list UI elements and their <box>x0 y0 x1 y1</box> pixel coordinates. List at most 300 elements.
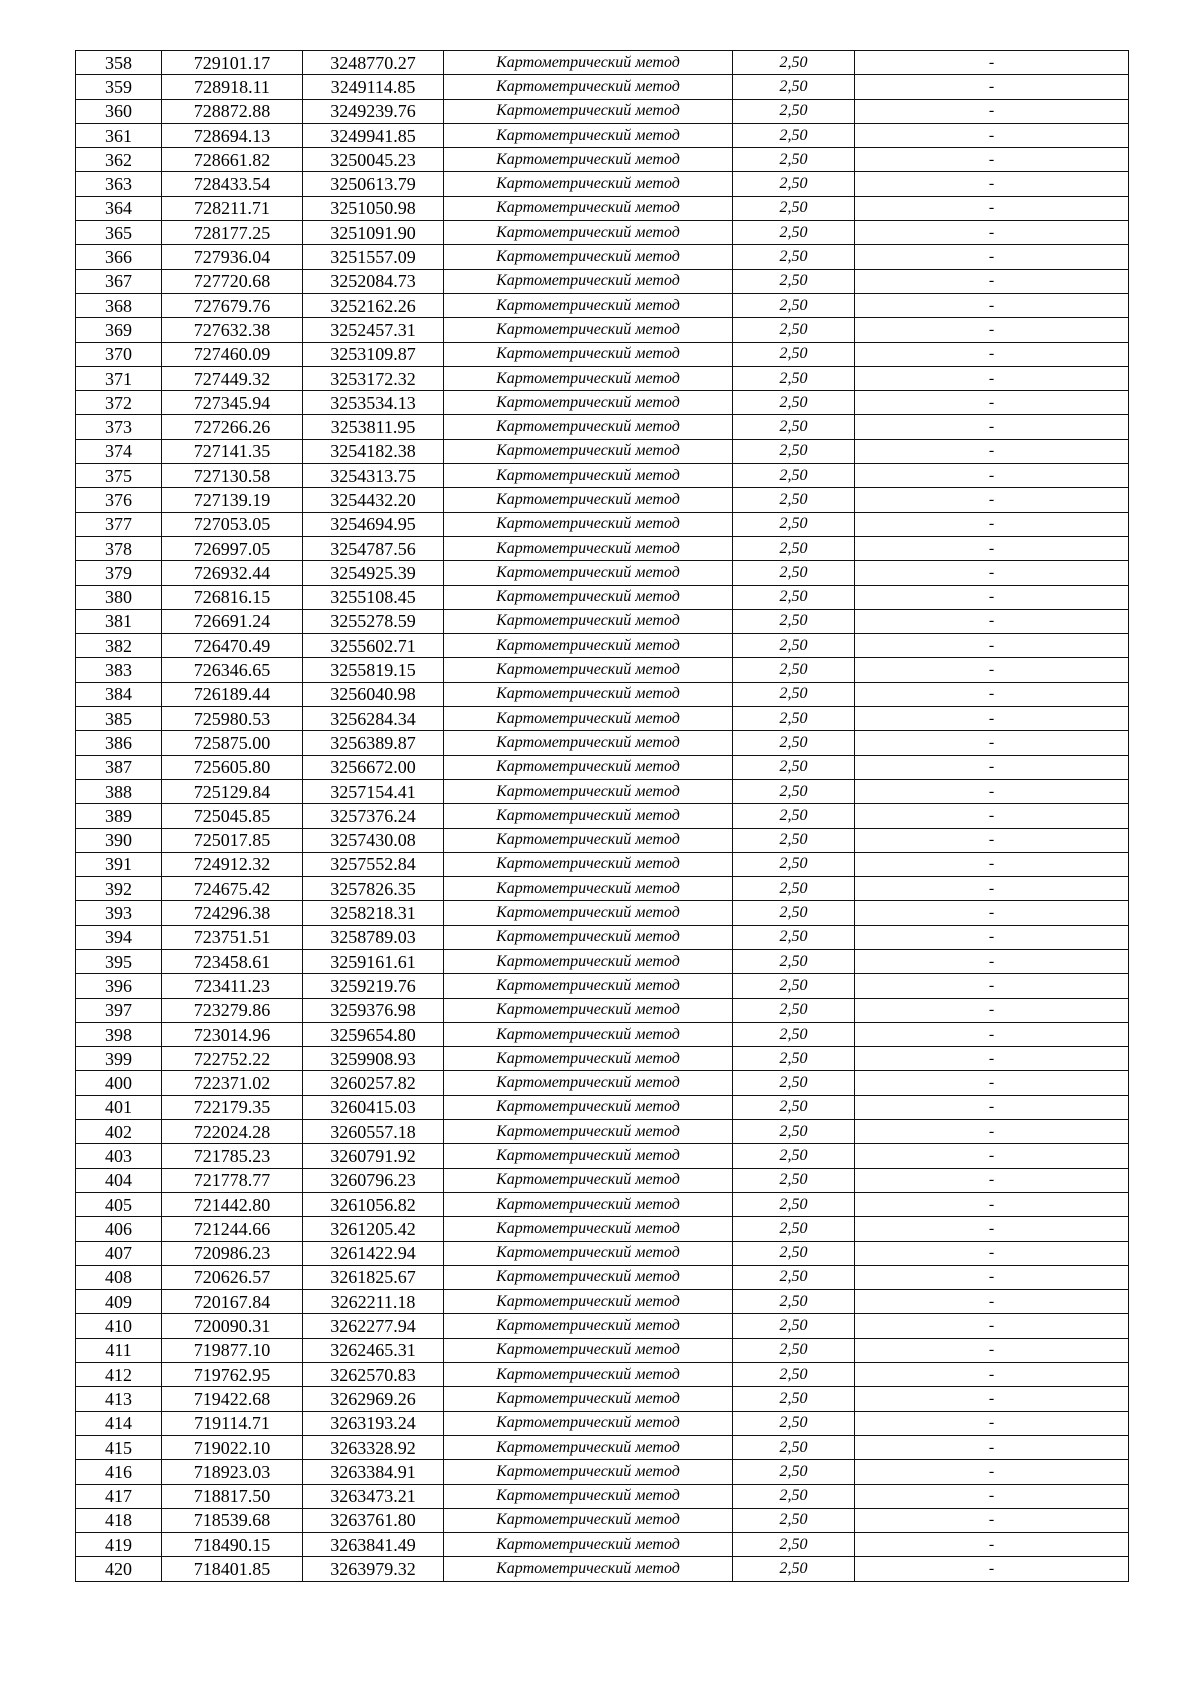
description-cell: - <box>855 707 1129 731</box>
accuracy-cell: 2,50 <box>733 755 855 779</box>
table-row <box>76 342 1129 366</box>
point-number-cell: 377 <box>76 512 162 536</box>
point-number-cell: 360 <box>76 99 162 123</box>
table-row <box>76 196 1129 220</box>
accuracy-cell: 2,50 <box>733 658 855 682</box>
y-coordinate-cell: 3259654.80 <box>303 1022 444 1046</box>
point-number-cell: 373 <box>76 415 162 439</box>
x-coordinate-cell: 727141.35 <box>162 439 303 463</box>
y-coordinate-cell: 3257430.08 <box>303 828 444 852</box>
description-cell: - <box>855 245 1129 269</box>
x-coordinate-cell: 725875.00 <box>162 731 303 755</box>
table-row <box>76 634 1129 658</box>
y-coordinate-cell: 3263193.24 <box>303 1411 444 1435</box>
description-cell: - <box>855 901 1129 925</box>
y-coordinate-cell: 3249941.85 <box>303 123 444 147</box>
description-cell: - <box>855 1120 1129 1144</box>
y-coordinate-cell: 3259376.98 <box>303 998 444 1022</box>
point-number-cell: 386 <box>76 731 162 755</box>
description-cell: - <box>855 439 1129 463</box>
method-cell: Картометрический метод <box>444 318 733 342</box>
method-cell: Картометрический метод <box>444 1217 733 1241</box>
y-coordinate-cell: 3262465.31 <box>303 1338 444 1362</box>
accuracy-cell: 2,50 <box>733 877 855 901</box>
method-cell: Картометрический метод <box>444 1120 733 1144</box>
x-coordinate-cell: 727679.76 <box>162 293 303 317</box>
table-row <box>76 1411 1129 1435</box>
x-coordinate-cell: 723751.51 <box>162 925 303 949</box>
method-cell: Картометрический метод <box>444 1071 733 1095</box>
point-number-cell: 369 <box>76 318 162 342</box>
accuracy-cell: 2,50 <box>733 439 855 463</box>
point-number-cell: 416 <box>76 1460 162 1484</box>
method-cell: Картометрический метод <box>444 779 733 803</box>
accuracy-cell: 2,50 <box>733 731 855 755</box>
description-cell: - <box>855 852 1129 876</box>
table-row <box>76 1290 1129 1314</box>
x-coordinate-cell: 718539.68 <box>162 1508 303 1532</box>
point-number-cell: 407 <box>76 1241 162 1265</box>
accuracy-cell: 2,50 <box>733 51 855 75</box>
description-cell: - <box>855 682 1129 706</box>
x-coordinate-cell: 722024.28 <box>162 1120 303 1144</box>
x-coordinate-cell: 719022.10 <box>162 1435 303 1459</box>
description-cell: - <box>855 634 1129 658</box>
description-cell: - <box>855 269 1129 293</box>
table-row <box>76 1533 1129 1557</box>
x-coordinate-cell: 727139.19 <box>162 488 303 512</box>
point-number-cell: 392 <box>76 877 162 901</box>
method-cell: Картометрический метод <box>444 342 733 366</box>
description-cell: - <box>855 1435 1129 1459</box>
y-coordinate-cell: 3259908.93 <box>303 1047 444 1071</box>
accuracy-cell: 2,50 <box>733 148 855 172</box>
description-cell: - <box>855 998 1129 1022</box>
method-cell: Картометрический метод <box>444 293 733 317</box>
description-cell: - <box>855 51 1129 75</box>
accuracy-cell: 2,50 <box>733 1192 855 1216</box>
table-row <box>76 1071 1129 1095</box>
point-number-cell: 399 <box>76 1047 162 1071</box>
accuracy-cell: 2,50 <box>733 1508 855 1532</box>
table-row <box>76 828 1129 852</box>
table-row <box>76 609 1129 633</box>
point-number-cell: 388 <box>76 779 162 803</box>
x-coordinate-cell: 727460.09 <box>162 342 303 366</box>
description-cell: - <box>855 1217 1129 1241</box>
point-number-cell: 398 <box>76 1022 162 1046</box>
accuracy-cell: 2,50 <box>733 1022 855 1046</box>
accuracy-cell: 2,50 <box>733 318 855 342</box>
x-coordinate-cell: 728433.54 <box>162 172 303 196</box>
y-coordinate-cell: 3260791.92 <box>303 1144 444 1168</box>
point-number-cell: 368 <box>76 293 162 317</box>
method-cell: Картометрический метод <box>444 1095 733 1119</box>
table-row <box>76 123 1129 147</box>
y-coordinate-cell: 3260796.23 <box>303 1168 444 1192</box>
method-cell: Картометрический метод <box>444 609 733 633</box>
y-coordinate-cell: 3255278.59 <box>303 609 444 633</box>
y-coordinate-cell: 3260557.18 <box>303 1120 444 1144</box>
y-coordinate-cell: 3253172.32 <box>303 366 444 390</box>
x-coordinate-cell: 720167.84 <box>162 1290 303 1314</box>
table-row <box>76 682 1129 706</box>
point-number-cell: 420 <box>76 1557 162 1581</box>
method-cell: Картометрический метод <box>444 99 733 123</box>
accuracy-cell: 2,50 <box>733 196 855 220</box>
y-coordinate-cell: 3254694.95 <box>303 512 444 536</box>
description-cell: - <box>855 1192 1129 1216</box>
description-cell: - <box>855 318 1129 342</box>
table-row <box>76 245 1129 269</box>
table-row <box>76 877 1129 901</box>
accuracy-cell: 2,50 <box>733 1047 855 1071</box>
description-cell: - <box>855 828 1129 852</box>
table-row <box>76 99 1129 123</box>
point-number-cell: 412 <box>76 1363 162 1387</box>
description-cell: - <box>855 415 1129 439</box>
x-coordinate-cell: 719422.68 <box>162 1387 303 1411</box>
accuracy-cell: 2,50 <box>733 1168 855 1192</box>
x-coordinate-cell: 719877.10 <box>162 1338 303 1362</box>
table-row <box>76 1022 1129 1046</box>
method-cell: Картометрический метод <box>444 1192 733 1216</box>
coordinates-table-body <box>76 51 1129 1582</box>
x-coordinate-cell: 721778.77 <box>162 1168 303 1192</box>
table-row <box>76 1241 1129 1265</box>
accuracy-cell: 2,50 <box>733 609 855 633</box>
x-coordinate-cell: 718817.50 <box>162 1484 303 1508</box>
x-coordinate-cell: 727053.05 <box>162 512 303 536</box>
table-row <box>76 391 1129 415</box>
description-cell: - <box>855 536 1129 560</box>
accuracy-cell: 2,50 <box>733 123 855 147</box>
table-row <box>76 1217 1129 1241</box>
description-cell: - <box>855 779 1129 803</box>
x-coordinate-cell: 718401.85 <box>162 1557 303 1581</box>
description-cell: - <box>855 99 1129 123</box>
description-cell: - <box>855 391 1129 415</box>
method-cell: Картометрический метод <box>444 1484 733 1508</box>
point-number-cell: 394 <box>76 925 162 949</box>
method-cell: Картометрический метод <box>444 464 733 488</box>
method-cell: Картометрический метод <box>444 1241 733 1265</box>
method-cell: Картометрический метод <box>444 755 733 779</box>
accuracy-cell: 2,50 <box>733 415 855 439</box>
accuracy-cell: 2,50 <box>733 221 855 245</box>
accuracy-cell: 2,50 <box>733 464 855 488</box>
y-coordinate-cell: 3259161.61 <box>303 949 444 973</box>
point-number-cell: 381 <box>76 609 162 633</box>
table-row <box>76 755 1129 779</box>
x-coordinate-cell: 727720.68 <box>162 269 303 293</box>
method-cell: Картометрический метод <box>444 439 733 463</box>
method-cell: Картометрический метод <box>444 488 733 512</box>
accuracy-cell: 2,50 <box>733 1071 855 1095</box>
accuracy-cell: 2,50 <box>733 269 855 293</box>
method-cell: Картометрический метод <box>444 707 733 731</box>
y-coordinate-cell: 3254313.75 <box>303 464 444 488</box>
table-row <box>76 1265 1129 1289</box>
point-number-cell: 418 <box>76 1508 162 1532</box>
x-coordinate-cell: 724912.32 <box>162 852 303 876</box>
table-row <box>76 1508 1129 1532</box>
point-number-cell: 385 <box>76 707 162 731</box>
table-row <box>76 998 1129 1022</box>
description-cell: - <box>855 172 1129 196</box>
description-cell: - <box>855 1241 1129 1265</box>
table-row <box>76 1144 1129 1168</box>
point-number-cell: 370 <box>76 342 162 366</box>
description-cell: - <box>855 512 1129 536</box>
accuracy-cell: 2,50 <box>733 1217 855 1241</box>
table-row <box>76 731 1129 755</box>
point-number-cell: 358 <box>76 51 162 75</box>
method-cell: Картометрический метод <box>444 536 733 560</box>
description-cell: - <box>855 1314 1129 1338</box>
point-number-cell: 391 <box>76 852 162 876</box>
y-coordinate-cell: 3262277.94 <box>303 1314 444 1338</box>
y-coordinate-cell: 3251557.09 <box>303 245 444 269</box>
x-coordinate-cell: 719762.95 <box>162 1363 303 1387</box>
description-cell: - <box>855 123 1129 147</box>
method-cell: Картометрический метод <box>444 634 733 658</box>
accuracy-cell: 2,50 <box>733 1290 855 1314</box>
method-cell: Картометрический метод <box>444 585 733 609</box>
method-cell: Картометрический метод <box>444 1338 733 1362</box>
accuracy-cell: 2,50 <box>733 949 855 973</box>
y-coordinate-cell: 3256284.34 <box>303 707 444 731</box>
x-coordinate-cell: 728872.88 <box>162 99 303 123</box>
y-coordinate-cell: 3256672.00 <box>303 755 444 779</box>
y-coordinate-cell: 3261056.82 <box>303 1192 444 1216</box>
table-row <box>76 1363 1129 1387</box>
accuracy-cell: 2,50 <box>733 512 855 536</box>
table-row <box>76 172 1129 196</box>
x-coordinate-cell: 725017.85 <box>162 828 303 852</box>
method-cell: Картометрический метод <box>444 1022 733 1046</box>
x-coordinate-cell: 723014.96 <box>162 1022 303 1046</box>
y-coordinate-cell: 3251091.90 <box>303 221 444 245</box>
y-coordinate-cell: 3263761.80 <box>303 1508 444 1532</box>
description-cell: - <box>855 1460 1129 1484</box>
description-cell: - <box>855 293 1129 317</box>
accuracy-cell: 2,50 <box>733 828 855 852</box>
method-cell: Картометрический метод <box>444 148 733 172</box>
table-row <box>76 1095 1129 1119</box>
method-cell: Картометрический метод <box>444 415 733 439</box>
description-cell: - <box>855 1290 1129 1314</box>
description-cell: - <box>855 366 1129 390</box>
point-number-cell: 389 <box>76 804 162 828</box>
method-cell: Картометрический метод <box>444 1387 733 1411</box>
y-coordinate-cell: 3258789.03 <box>303 925 444 949</box>
description-cell: - <box>855 1168 1129 1192</box>
point-number-cell: 359 <box>76 75 162 99</box>
point-number-cell: 406 <box>76 1217 162 1241</box>
method-cell: Картометрический метод <box>444 1168 733 1192</box>
description-cell: - <box>855 464 1129 488</box>
table-row <box>76 974 1129 998</box>
y-coordinate-cell: 3252084.73 <box>303 269 444 293</box>
method-cell: Картометрический метод <box>444 998 733 1022</box>
table-row <box>76 658 1129 682</box>
table-row <box>76 901 1129 925</box>
x-coordinate-cell: 720090.31 <box>162 1314 303 1338</box>
point-number-cell: 413 <box>76 1387 162 1411</box>
accuracy-cell: 2,50 <box>733 1314 855 1338</box>
method-cell: Картометрический метод <box>444 1314 733 1338</box>
description-cell: - <box>855 585 1129 609</box>
y-coordinate-cell: 3263328.92 <box>303 1435 444 1459</box>
y-coordinate-cell: 3258218.31 <box>303 901 444 925</box>
description-cell: - <box>855 1338 1129 1362</box>
description-cell: - <box>855 1144 1129 1168</box>
y-coordinate-cell: 3262969.26 <box>303 1387 444 1411</box>
point-number-cell: 367 <box>76 269 162 293</box>
description-cell: - <box>855 877 1129 901</box>
x-coordinate-cell: 724675.42 <box>162 877 303 901</box>
y-coordinate-cell: 3256040.98 <box>303 682 444 706</box>
accuracy-cell: 2,50 <box>733 1338 855 1362</box>
x-coordinate-cell: 726691.24 <box>162 609 303 633</box>
method-cell: Картометрический метод <box>444 682 733 706</box>
table-row <box>76 779 1129 803</box>
y-coordinate-cell: 3252162.26 <box>303 293 444 317</box>
table-row <box>76 1120 1129 1144</box>
method-cell: Картометрический метод <box>444 1265 733 1289</box>
table-row <box>76 464 1129 488</box>
x-coordinate-cell: 723411.23 <box>162 974 303 998</box>
point-number-cell: 375 <box>76 464 162 488</box>
y-coordinate-cell: 3263384.91 <box>303 1460 444 1484</box>
point-number-cell: 390 <box>76 828 162 852</box>
x-coordinate-cell: 728918.11 <box>162 75 303 99</box>
point-number-cell: 379 <box>76 561 162 585</box>
x-coordinate-cell: 725980.53 <box>162 707 303 731</box>
method-cell: Картометрический метод <box>444 1435 733 1459</box>
method-cell: Картометрический метод <box>444 245 733 269</box>
method-cell: Картометрический метод <box>444 51 733 75</box>
accuracy-cell: 2,50 <box>733 99 855 123</box>
x-coordinate-cell: 718490.15 <box>162 1533 303 1557</box>
point-number-cell: 401 <box>76 1095 162 1119</box>
method-cell: Картометрический метод <box>444 172 733 196</box>
accuracy-cell: 2,50 <box>733 391 855 415</box>
point-number-cell: 371 <box>76 366 162 390</box>
x-coordinate-cell: 726189.44 <box>162 682 303 706</box>
x-coordinate-cell: 722371.02 <box>162 1071 303 1095</box>
y-coordinate-cell: 3261825.67 <box>303 1265 444 1289</box>
method-cell: Картометрический метод <box>444 391 733 415</box>
point-number-cell: 409 <box>76 1290 162 1314</box>
x-coordinate-cell: 728211.71 <box>162 196 303 220</box>
table-row <box>76 512 1129 536</box>
table-row <box>76 1168 1129 1192</box>
point-number-cell: 397 <box>76 998 162 1022</box>
x-coordinate-cell: 727449.32 <box>162 366 303 390</box>
x-coordinate-cell: 726346.65 <box>162 658 303 682</box>
description-cell: - <box>855 609 1129 633</box>
point-number-cell: 410 <box>76 1314 162 1338</box>
point-number-cell: 372 <box>76 391 162 415</box>
description-cell: - <box>855 1363 1129 1387</box>
x-coordinate-cell: 724296.38 <box>162 901 303 925</box>
table-row <box>76 269 1129 293</box>
y-coordinate-cell: 3253109.87 <box>303 342 444 366</box>
table-row <box>76 707 1129 731</box>
x-coordinate-cell: 728694.13 <box>162 123 303 147</box>
x-coordinate-cell: 725129.84 <box>162 779 303 803</box>
accuracy-cell: 2,50 <box>733 1265 855 1289</box>
y-coordinate-cell: 3261422.94 <box>303 1241 444 1265</box>
y-coordinate-cell: 3253811.95 <box>303 415 444 439</box>
description-cell: - <box>855 804 1129 828</box>
accuracy-cell: 2,50 <box>733 1533 855 1557</box>
method-cell: Картометрический метод <box>444 1047 733 1071</box>
table-row <box>76 1047 1129 1071</box>
accuracy-cell: 2,50 <box>733 804 855 828</box>
y-coordinate-cell: 3250613.79 <box>303 172 444 196</box>
accuracy-cell: 2,50 <box>733 1557 855 1581</box>
accuracy-cell: 2,50 <box>733 1144 855 1168</box>
x-coordinate-cell: 721785.23 <box>162 1144 303 1168</box>
description-cell: - <box>855 1557 1129 1581</box>
table-row <box>76 221 1129 245</box>
description-cell: - <box>855 488 1129 512</box>
accuracy-cell: 2,50 <box>733 172 855 196</box>
point-number-cell: 380 <box>76 585 162 609</box>
coordinates-table <box>75 50 1129 1582</box>
accuracy-cell: 2,50 <box>733 1363 855 1387</box>
method-cell: Картометрический метод <box>444 804 733 828</box>
accuracy-cell: 2,50 <box>733 536 855 560</box>
x-coordinate-cell: 721442.80 <box>162 1192 303 1216</box>
accuracy-cell: 2,50 <box>733 561 855 585</box>
table-row <box>76 75 1129 99</box>
table-row <box>76 439 1129 463</box>
table-row <box>76 1435 1129 1459</box>
accuracy-cell: 2,50 <box>733 779 855 803</box>
point-number-cell: 387 <box>76 755 162 779</box>
table-row <box>76 1557 1129 1581</box>
method-cell: Картометрический метод <box>444 1557 733 1581</box>
accuracy-cell: 2,50 <box>733 1120 855 1144</box>
x-coordinate-cell: 718923.03 <box>162 1460 303 1484</box>
table-row <box>76 949 1129 973</box>
x-coordinate-cell: 723279.86 <box>162 998 303 1022</box>
method-cell: Картометрический метод <box>444 561 733 585</box>
accuracy-cell: 2,50 <box>733 682 855 706</box>
point-number-cell: 402 <box>76 1120 162 1144</box>
point-number-cell: 384 <box>76 682 162 706</box>
x-coordinate-cell: 727345.94 <box>162 391 303 415</box>
description-cell: - <box>855 658 1129 682</box>
y-coordinate-cell: 3263979.32 <box>303 1557 444 1581</box>
table-row <box>76 366 1129 390</box>
x-coordinate-cell: 719114.71 <box>162 1411 303 1435</box>
x-coordinate-cell: 725605.80 <box>162 755 303 779</box>
x-coordinate-cell: 720626.57 <box>162 1265 303 1289</box>
accuracy-cell: 2,50 <box>733 1460 855 1484</box>
table-row <box>76 488 1129 512</box>
description-cell: - <box>855 561 1129 585</box>
x-coordinate-cell: 722179.35 <box>162 1095 303 1119</box>
x-coordinate-cell: 726470.49 <box>162 634 303 658</box>
description-cell: - <box>855 196 1129 220</box>
y-coordinate-cell: 3255602.71 <box>303 634 444 658</box>
point-number-cell: 374 <box>76 439 162 463</box>
